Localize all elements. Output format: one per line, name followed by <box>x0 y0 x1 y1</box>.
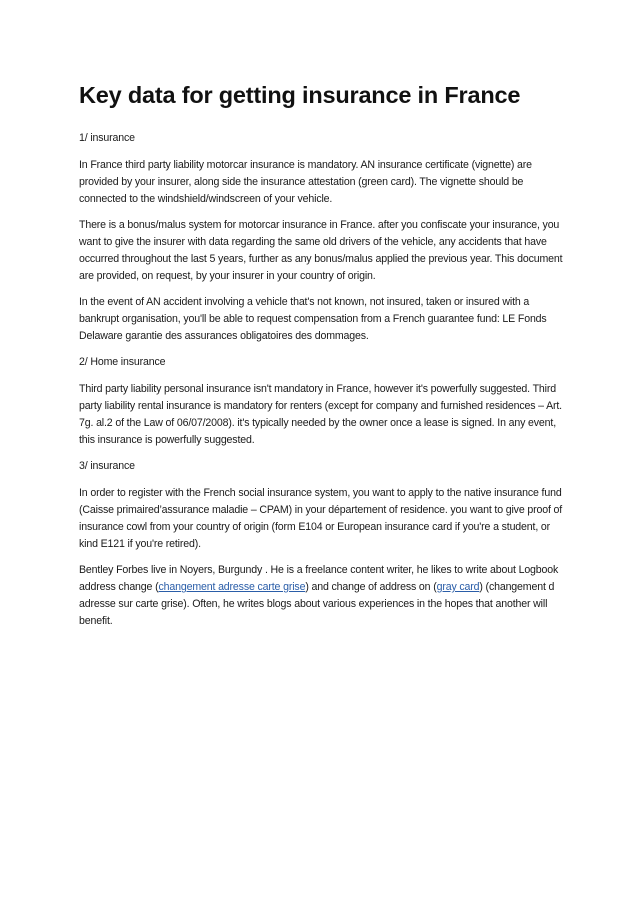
link-gray-card[interactable]: gray card <box>436 581 480 593</box>
section-1-paragraph-3: In the event of AN accident involving a vehicle that's not known, not insured, taken or insured with a bankrupt organisation, you'll be able to request compensation from a French guarantee fund: LE Fonds Delaware garantie des assurances obligatoires des dommages. <box>79 296 547 342</box>
author-bio-text-2: ) and change of address on ( <box>305 581 437 593</box>
section-1-paragraph-2: There is a bonus/malus system for motorcar insurance in France. after you confiscate your insurance, you want to give the insurer with data regarding the same old drivers of the vehicle, any accidents that have occurred throughout the last 5 years, further as any bonus/malus applied the previous year. This document are provided, on request, by your insurer in your country of origin. <box>79 219 563 282</box>
section-1-paragraph-1: In France third party liability motorcar insurance is mandatory. AN insurance certificate (vignette) are provided by your insurer, along side the insurance attestation (green card). The vignette should be connected to the windshield/windscreen of your vehicle. <box>79 159 532 205</box>
link-changement-adresse[interactable]: changement adresse carte grise <box>158 581 306 593</box>
section-3-heading: 3/ insurance <box>79 460 135 472</box>
author-bio-text-3: ) (changement d adresse sur carte grise). Often, he writes blogs about various experiences in the hopes that another will benefit. <box>79 581 555 627</box>
section-3-paragraph-1: In order to register with the French social insurance system, you want to apply to the native insurance fund (Caisse primaired’assurance maladie – CPAM) in your département of residence. you want to give proof of insurance cowl from your country of origin (form E104 or European insurance card if you're a student, or kind E121 if you're retired). <box>79 487 563 550</box>
section-1-heading: 1/ insurance <box>79 132 135 144</box>
section-2-heading: 2/ Home insurance <box>79 356 166 368</box>
author-bio-text-1: Bentley Forbes live in Noyers, Burgundy . He is a freelance content writer, he likes to write about Logbook address change ( <box>79 564 559 593</box>
author-bio <box>79 562 568 630</box>
section-2-paragraph-1: Third party liability personal insurance isn't mandatory in France, however it's powerfully suggested. Third party liability rental insurance is mandatory for renters (except for company and furnished residences – Art. 7g. al.2 of the Law of 06/07/2008). it's typically needed by the owner once a lease is signed. In any event, this insurance is powerfully suggested. <box>79 383 562 446</box>
document-title: Key data for getting insurance in France <box>79 82 521 108</box>
